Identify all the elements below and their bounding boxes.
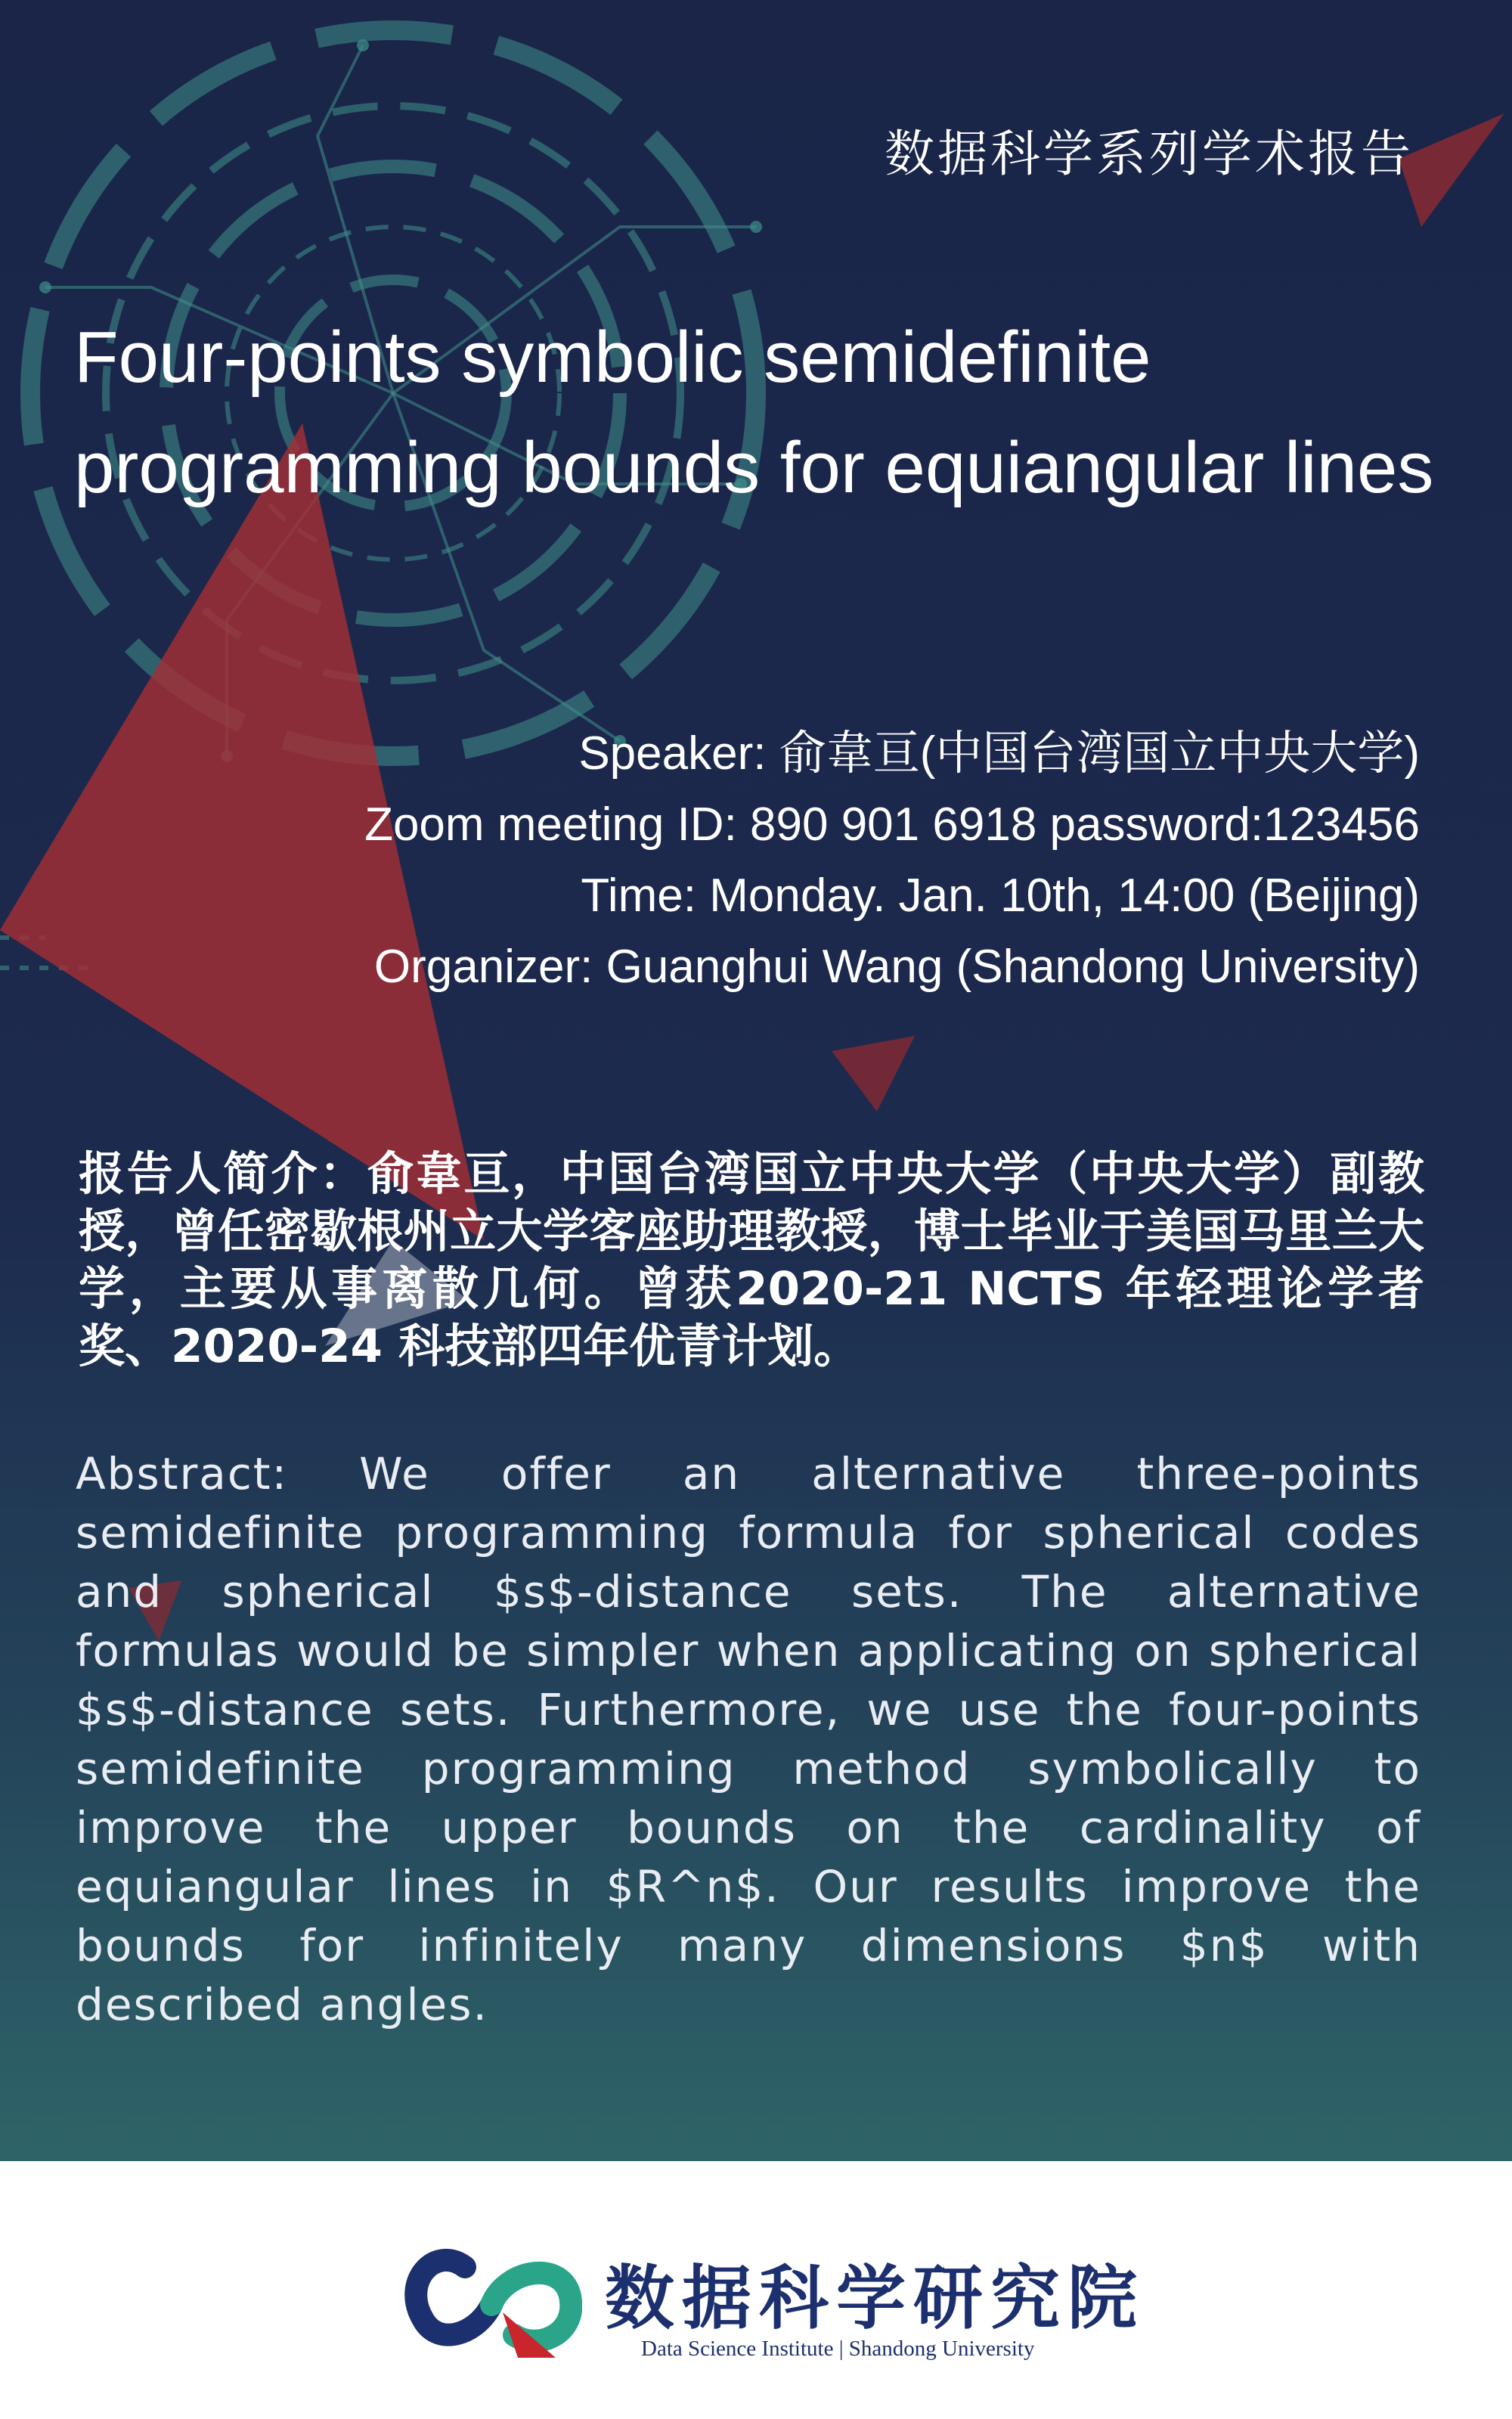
institute-name-chinese: 数据科学研究院: [605, 2257, 1145, 2339]
title-line-2: programming bounds for equiangular lines: [74, 427, 1434, 508]
time-line: Time: Monday. Jan. 10th, 14:00 (Beijing): [581, 870, 1420, 922]
title-line-1: Four-points symbolic semidefinite: [74, 317, 1151, 398]
institute-name-english: Data Science Institute | Shandong University: [641, 2337, 1035, 2361]
talk-info: [135, 718, 1420, 1003]
series-label: 数据科学系列学术报告: [885, 125, 1414, 183]
speaker-line: Speaker: 俞韋亘(中国台湾国立中央大学): [578, 727, 1420, 780]
footer: [0, 2161, 1512, 2419]
institute-logo-icon: [393, 2237, 582, 2365]
talk-title: [74, 302, 1495, 523]
organizer-line: Organizer: Guanghui Wang (Shandong University): [373, 941, 1420, 993]
speaker-bio: 报告人简介：俞韋亘，中国台湾国立中央大学（中央大学）副教授，曾任密歇根州立大学客座助理教授，博士毕业于美国马里兰大学，主要从事离散几何。曾获2020-21 NCTS 年轻理论学者奖、2020-24 科技部四年优青计划。: [79, 1147, 1424, 1373]
abstract-text: Abstract: We offer an alternative three-points semidefinite programming formula for spherical codes and spherical $s$-distance sets. The alternative formulas would be simpler when applicating on spherical $s$-distance sets. Furthermore, we use the four-points semidefinite programming method symbolically to improve the upper bounds on the cardinality of equiangular lines in $R^n$. Our results improve the bounds for infinitely many dimensions $n$ with described angles.: [76, 1448, 1421, 2030]
zoom-line: Zoom meeting ID: 890 901 6918 password:123456: [364, 799, 1420, 851]
